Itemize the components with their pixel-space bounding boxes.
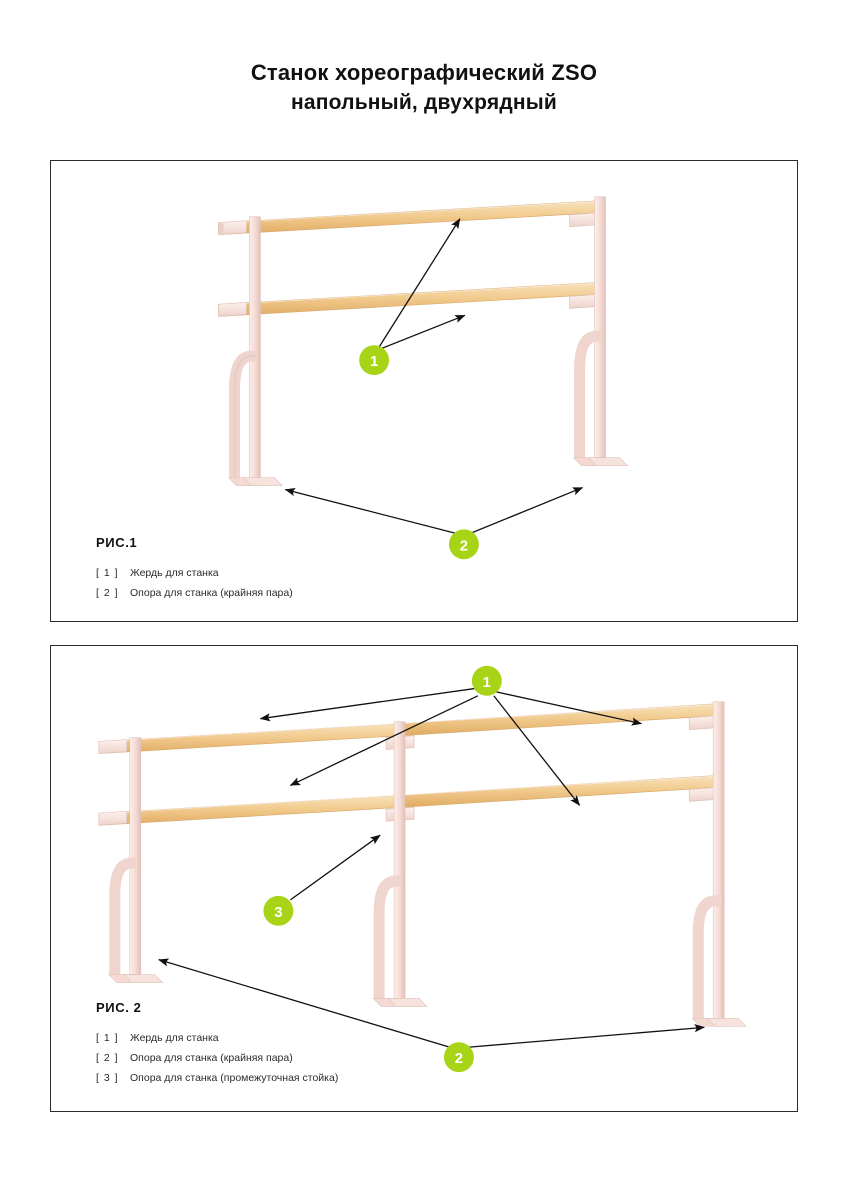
upper-rail-assembly-2 bbox=[99, 704, 725, 754]
lower-rail-assembly bbox=[219, 282, 606, 316]
legend-item-label: Опора для станка (крайняя пара) bbox=[130, 1052, 293, 1064]
leader-1a bbox=[377, 219, 460, 350]
marker-1 bbox=[472, 666, 502, 696]
svg-text:1: 1 bbox=[482, 673, 491, 691]
marker-3 bbox=[263, 896, 293, 926]
legend-item bbox=[96, 583, 293, 603]
marker-2 bbox=[444, 1042, 474, 1072]
figure-panel-1 bbox=[50, 160, 798, 622]
support-left bbox=[229, 217, 283, 486]
support-right bbox=[574, 197, 628, 466]
support-middle-2 bbox=[373, 722, 427, 1007]
legend-item-number: [ 2 ] bbox=[96, 1052, 119, 1064]
figure-2-legend bbox=[96, 1028, 338, 1088]
svg-text:3: 3 bbox=[274, 903, 283, 921]
figure-1-illustration bbox=[51, 161, 797, 621]
legend-item-label: Жердь для станка bbox=[130, 1032, 219, 1044]
legend-item-number: [ 1 ] bbox=[96, 1032, 119, 1044]
legend-item-label: Жердь для станка bbox=[130, 567, 219, 579]
support-left-2 bbox=[109, 738, 163, 983]
title-line-2: напольный, двухрядный bbox=[291, 91, 557, 114]
legend-item bbox=[96, 1028, 338, 1048]
svg-text:1: 1 bbox=[369, 353, 379, 371]
svg-text:2: 2 bbox=[459, 537, 469, 555]
leader-2-3a bbox=[290, 835, 380, 900]
page-title bbox=[0, 58, 848, 118]
upper-rail-assembly bbox=[219, 201, 606, 235]
marker-1 bbox=[359, 345, 389, 375]
lower-rail-assembly-2 bbox=[99, 775, 725, 825]
legend-item-number: [ 1 ] bbox=[96, 567, 119, 579]
support-right-2 bbox=[692, 702, 746, 1027]
leader-2a bbox=[285, 490, 460, 535]
legend-item bbox=[96, 1048, 338, 1068]
legend-item-number: [ 2 ] bbox=[96, 587, 119, 599]
legend-item-number: [ 3 ] bbox=[96, 1072, 119, 1084]
leader-1b bbox=[377, 315, 465, 350]
leader-2-1a bbox=[260, 688, 479, 719]
title-line-1: Станок хореографический ZSO bbox=[250, 60, 598, 85]
legend-item-label: Опора для станка (крайняя пара) bbox=[130, 587, 293, 599]
legend-item bbox=[96, 1068, 338, 1088]
figure-1-legend bbox=[96, 563, 293, 603]
figure-2-caption: РИС. 2 bbox=[96, 1000, 142, 1015]
marker-2 bbox=[449, 529, 479, 559]
legend-item bbox=[96, 563, 293, 583]
leader-2-2b bbox=[468, 1027, 704, 1047]
svg-text:2: 2 bbox=[454, 1050, 464, 1068]
legend-item-label: Опора для станка (промежуточная стойка) bbox=[130, 1072, 339, 1084]
leader-2b bbox=[468, 488, 583, 535]
figure-1-caption: РИС.1 bbox=[96, 535, 138, 550]
